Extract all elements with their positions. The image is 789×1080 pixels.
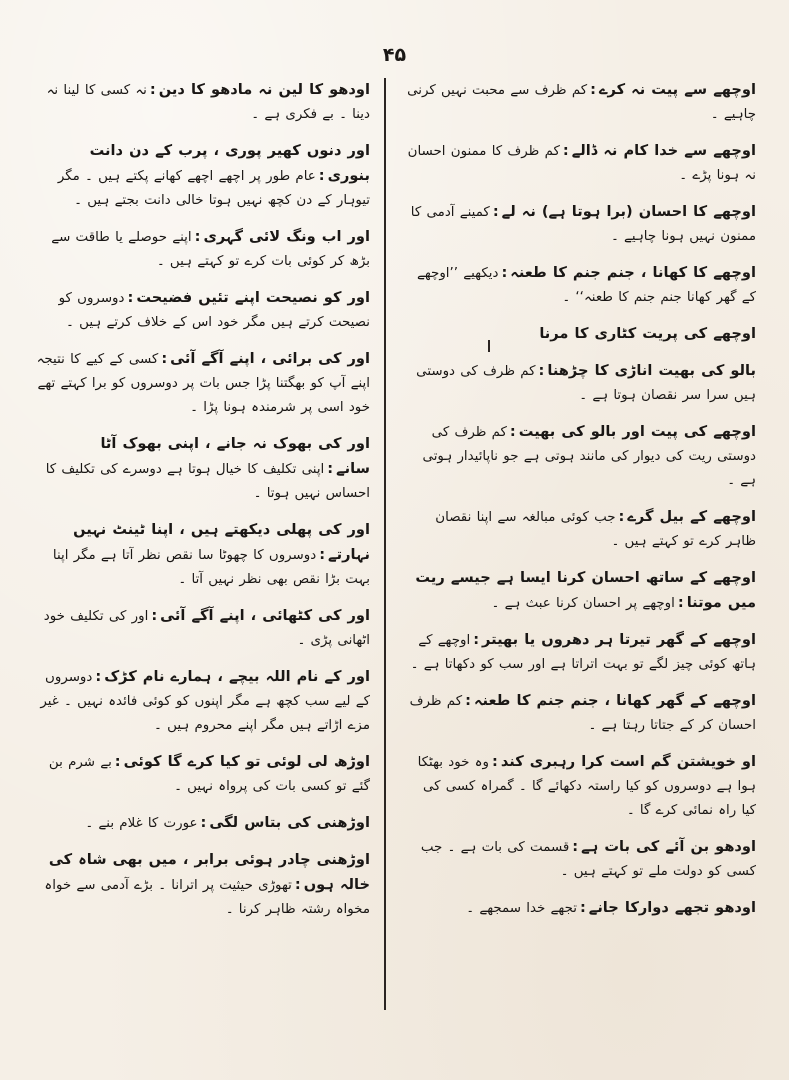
proverb-headword: اوڑھنی کی بتاس لگی <box>209 814 370 831</box>
proverb-meaning: نہ کسی کا لینا نہ دینا ۔ بے فکری ہے ۔ <box>46 83 370 122</box>
right-column <box>404 78 756 933</box>
proverb-headword: اودھو تجھے دوارکا جانے <box>588 899 756 916</box>
proverb-headword: اوچھے کی پریت کٹاری کا مرنا <box>539 325 756 342</box>
proverb-headword: اوچھے کی پیت اور بالو کی بھیت <box>518 423 756 440</box>
proverb-meaning: قسمت کی بات ہے ۔ جب کسی کو دولت ملے تو کہتے ہیں ۔ <box>420 840 756 879</box>
proverb-headword: اور کی کٹھائی ، اپنے آگے آئی <box>160 607 370 624</box>
proverb-meaning: اپنے حوصلے یا طاقت سے بڑھ کر کوئی بات کرے تو کہتے ہیں ۔ <box>51 230 370 269</box>
proverb-meaning: کم ظرف کی دوستی ریت کی دیوار کی مانند ہوتی ہے جو ناپائیدار ہوتی ہے ۔ <box>422 425 756 488</box>
proverb-headword: بالو کی بھیت اناڑی کا چڑھنا <box>547 362 756 379</box>
proverb-meaning: اپنی تکلیف کا خیال ہوتا ہے دوسرے کی تکلیف کا احساس نہیں ہوتا ۔ <box>45 462 370 501</box>
proverb-headword: اوچھے کے گھر کھانا ، جنم جنم کا طعنہ <box>473 692 756 709</box>
proverb-meaning: اوچھے پر احسان کرنا عبث ہے ۔ <box>491 596 675 611</box>
proverb-meaning: عورت کا غلام بنے ۔ <box>85 816 198 831</box>
colon-separator: : <box>618 508 625 525</box>
colon-separator: : <box>161 350 168 367</box>
proverb-entry <box>36 604 370 653</box>
proverb-entry <box>404 896 756 921</box>
colon-separator: : <box>95 668 102 685</box>
column-divider <box>384 78 386 1010</box>
proverb-meaning: کسی کے کیے کا نتیجہ اپنے آپ کو بھگتنا پڑا جس بات پر دوسروں کو برا کہتے تھے خود اسی پر شرمندہ ہونا پڑا ۔ <box>36 352 370 415</box>
proverb-headword: اوچھے کا کھانا ، جنم جنم کا طعنہ <box>510 264 756 281</box>
proverb-headword: اور کی برائی ، اپنے آگے آئی <box>170 350 370 367</box>
proverb-entry <box>404 835 756 884</box>
proverb-entry <box>36 139 370 213</box>
proverb-meaning: دیکھیے ’’اوچھے کے گھر کھانا جنم جنم کا طعنہ‘‘ ۔ <box>417 266 756 305</box>
proverb-meaning: کم ظرف کی دوستی ہیں سرا سر نقصان ہوتا ہے ۔ <box>416 364 756 403</box>
colon-separator: : <box>149 81 156 98</box>
colon-separator: : <box>319 546 326 563</box>
proverb-headword: اور کی پھلی دیکھتے ہیں ، اپنا ٹینٹ نہیں نہارتے <box>73 521 370 563</box>
colon-separator: : <box>572 838 579 855</box>
proverb-entry <box>36 78 370 127</box>
colon-separator: : <box>491 753 498 770</box>
proverb-headword: اوڑھنی چادر ہوئی برابر ، میں بھی شاہ کی خالہ ہوں <box>48 851 370 893</box>
proverb-headword: اوچھے کے بیل گرے <box>627 508 756 525</box>
proverb-meaning: عام طور پر اچھے اچھے کھانے پکتے ہیں ۔ مگر تیوہار کے دن کچھ نہیں ہوتا خالی دانت بجتے ہیں ۔ <box>57 169 370 208</box>
proverb-meaning: دوسروں کا چھوٹا سا نقص نظر آتا ہے مگر اپنا بہت بڑا نقص بھی نظر نہیں آتا ۔ <box>52 548 370 587</box>
proverb-entry <box>36 286 370 335</box>
proverb-entry <box>36 432 370 506</box>
proverb-entry <box>404 322 756 347</box>
colon-separator: : <box>590 81 596 98</box>
proverb-headword: او خویشتن گم است کرا رہبری کند <box>500 753 756 770</box>
colon-separator: : <box>501 264 508 281</box>
proverb-headword: اوچھے سے پیت نہ کرے <box>598 81 756 98</box>
proverb-headword: اودھو کا لین نہ مادھو کا دین <box>158 81 370 98</box>
proverb-meaning: تھوڑی حیثیت پر اترانا ۔ بڑے آدمی سے خواہ مخواہ رشتہ ظاہر کرنا ۔ <box>44 878 370 917</box>
left-column <box>36 78 370 934</box>
proverb-meaning: جب کوئی مبالغہ سے اپنا نقصان ظاہر کرے تو کہتے ہیں ۔ <box>435 510 756 549</box>
colon-separator: : <box>294 876 301 893</box>
proverb-meaning: اور کی تکلیف خود اٹھانی پڑی ۔ <box>43 609 370 648</box>
proverb-entry <box>404 261 756 310</box>
colon-separator: : <box>151 607 158 624</box>
proverb-entry <box>404 689 756 738</box>
proverb-headword: اوچھے سے خدا کام نہ ڈالے <box>571 142 756 159</box>
colon-separator: : <box>509 423 516 440</box>
proverb-meaning: تجھے خدا سمجھے ۔ <box>466 901 577 916</box>
proverb-entry <box>404 78 756 127</box>
colon-separator: : <box>318 167 325 184</box>
colon-separator: : <box>473 631 480 648</box>
proverb-meaning: دوسروں کو نصیحت کرتے ہیں مگر خود اس کے خلاف کرتے ہیں ۔ <box>58 291 370 330</box>
proverb-headword: اوچھے کے گھر تیرتا ہر دھروں یا بھیتر <box>482 631 756 648</box>
proverb-entry <box>404 628 756 677</box>
colon-separator: : <box>127 289 134 306</box>
proverb-meaning: کم ظرف احسان کر کے جتاتا رہتا ہے ۔ <box>409 694 756 733</box>
colon-separator: : <box>114 753 121 770</box>
colon-separator: : <box>579 899 586 916</box>
colon-separator: : <box>194 228 201 245</box>
proverb-meaning: وہ خود بھٹکا ہوا ہے دوسروں کو کیا راستہ دکھائے گا ۔ گمراہ کسی کی کیا راہ نمائی کرے گا ۔ <box>417 755 756 818</box>
proverb-meaning: اوچھے کے ہاتھ کوئی چیز لگے تو بہت اتراتا ہے اور سب کو دکھاتا ہے ۔ <box>410 633 756 672</box>
proverb-meaning: کم ظرف کا ممنون احسان نہ ہونا پڑے ۔ <box>407 144 756 183</box>
proverb-entry <box>36 347 370 420</box>
proverb-meaning: دوسروں کے لیے سب کچھ ہے مگر اپنوں کو کوئی فائدہ نہیں ۔ غیر مزے اڑاتے ہیں مگر اپنے محروم ہیں ۔ <box>40 670 370 733</box>
colon-separator: : <box>492 203 499 220</box>
proverb-headword: اور کی بھوک نہ جانے ، اپنی بھوک آٹا سانے <box>100 435 370 477</box>
proverb-meaning: کمینے آدمی کا ممنون نہیں ہونا چاہیے ۔ <box>410 205 756 244</box>
colon-separator: : <box>327 460 334 477</box>
colon-separator: : <box>200 814 207 831</box>
proverb-entry <box>404 750 756 823</box>
colon-separator: : <box>538 362 545 379</box>
proverb-entry <box>404 505 756 554</box>
proverb-entry <box>404 566 756 616</box>
proverb-entry <box>36 225 370 274</box>
proverb-entry <box>404 200 756 249</box>
colon-separator: : <box>465 692 471 709</box>
proverb-entry <box>36 750 370 799</box>
colon-separator: : <box>562 142 569 159</box>
proverb-headword: اور اب ونگ لائی گہری <box>203 228 370 245</box>
proverb-entry <box>36 665 370 738</box>
proverb-entry <box>36 518 370 592</box>
proverb-headword: اوچھے کے ساتھ احسان کرنا ایسا ہے جیسے ریت میں موتنا <box>415 569 756 611</box>
proverb-headword: اودھو بن آئے کی بات ہے <box>581 838 756 855</box>
proverb-meaning: کم ظرف سے محبت نہیں کرنی چاہیے ۔ <box>407 83 756 122</box>
proverb-headword: اوچھے کا احسان (برا ہوتا ہے) نہ لے <box>501 203 756 220</box>
colon-separator: : <box>677 594 684 611</box>
proverb-entry <box>36 848 370 922</box>
proverb-entry <box>36 811 370 836</box>
proverb-entry <box>404 359 756 408</box>
proverb-headword: اور کو نصیحت اپنے تئیں فضیحت <box>136 289 370 306</box>
proverb-meaning: بے شرم بن گئے تو کسی بات کی پرواہ نہیں ۔ <box>48 755 370 794</box>
page-number: ۴۵ <box>382 44 407 66</box>
proverb-headword: اور کے نام اللہ بیچے ، ہمارے نام کڑک <box>104 668 370 685</box>
proverb-entry <box>404 139 756 188</box>
proverb-headword: اوڑھ لی لوئی تو کیا کرے گا کوئی <box>123 753 370 770</box>
proverb-headword: اور دنوں کھیر پوری ، پرب کے دن دانت بنوری <box>89 142 370 184</box>
proverb-entry <box>404 420 756 493</box>
